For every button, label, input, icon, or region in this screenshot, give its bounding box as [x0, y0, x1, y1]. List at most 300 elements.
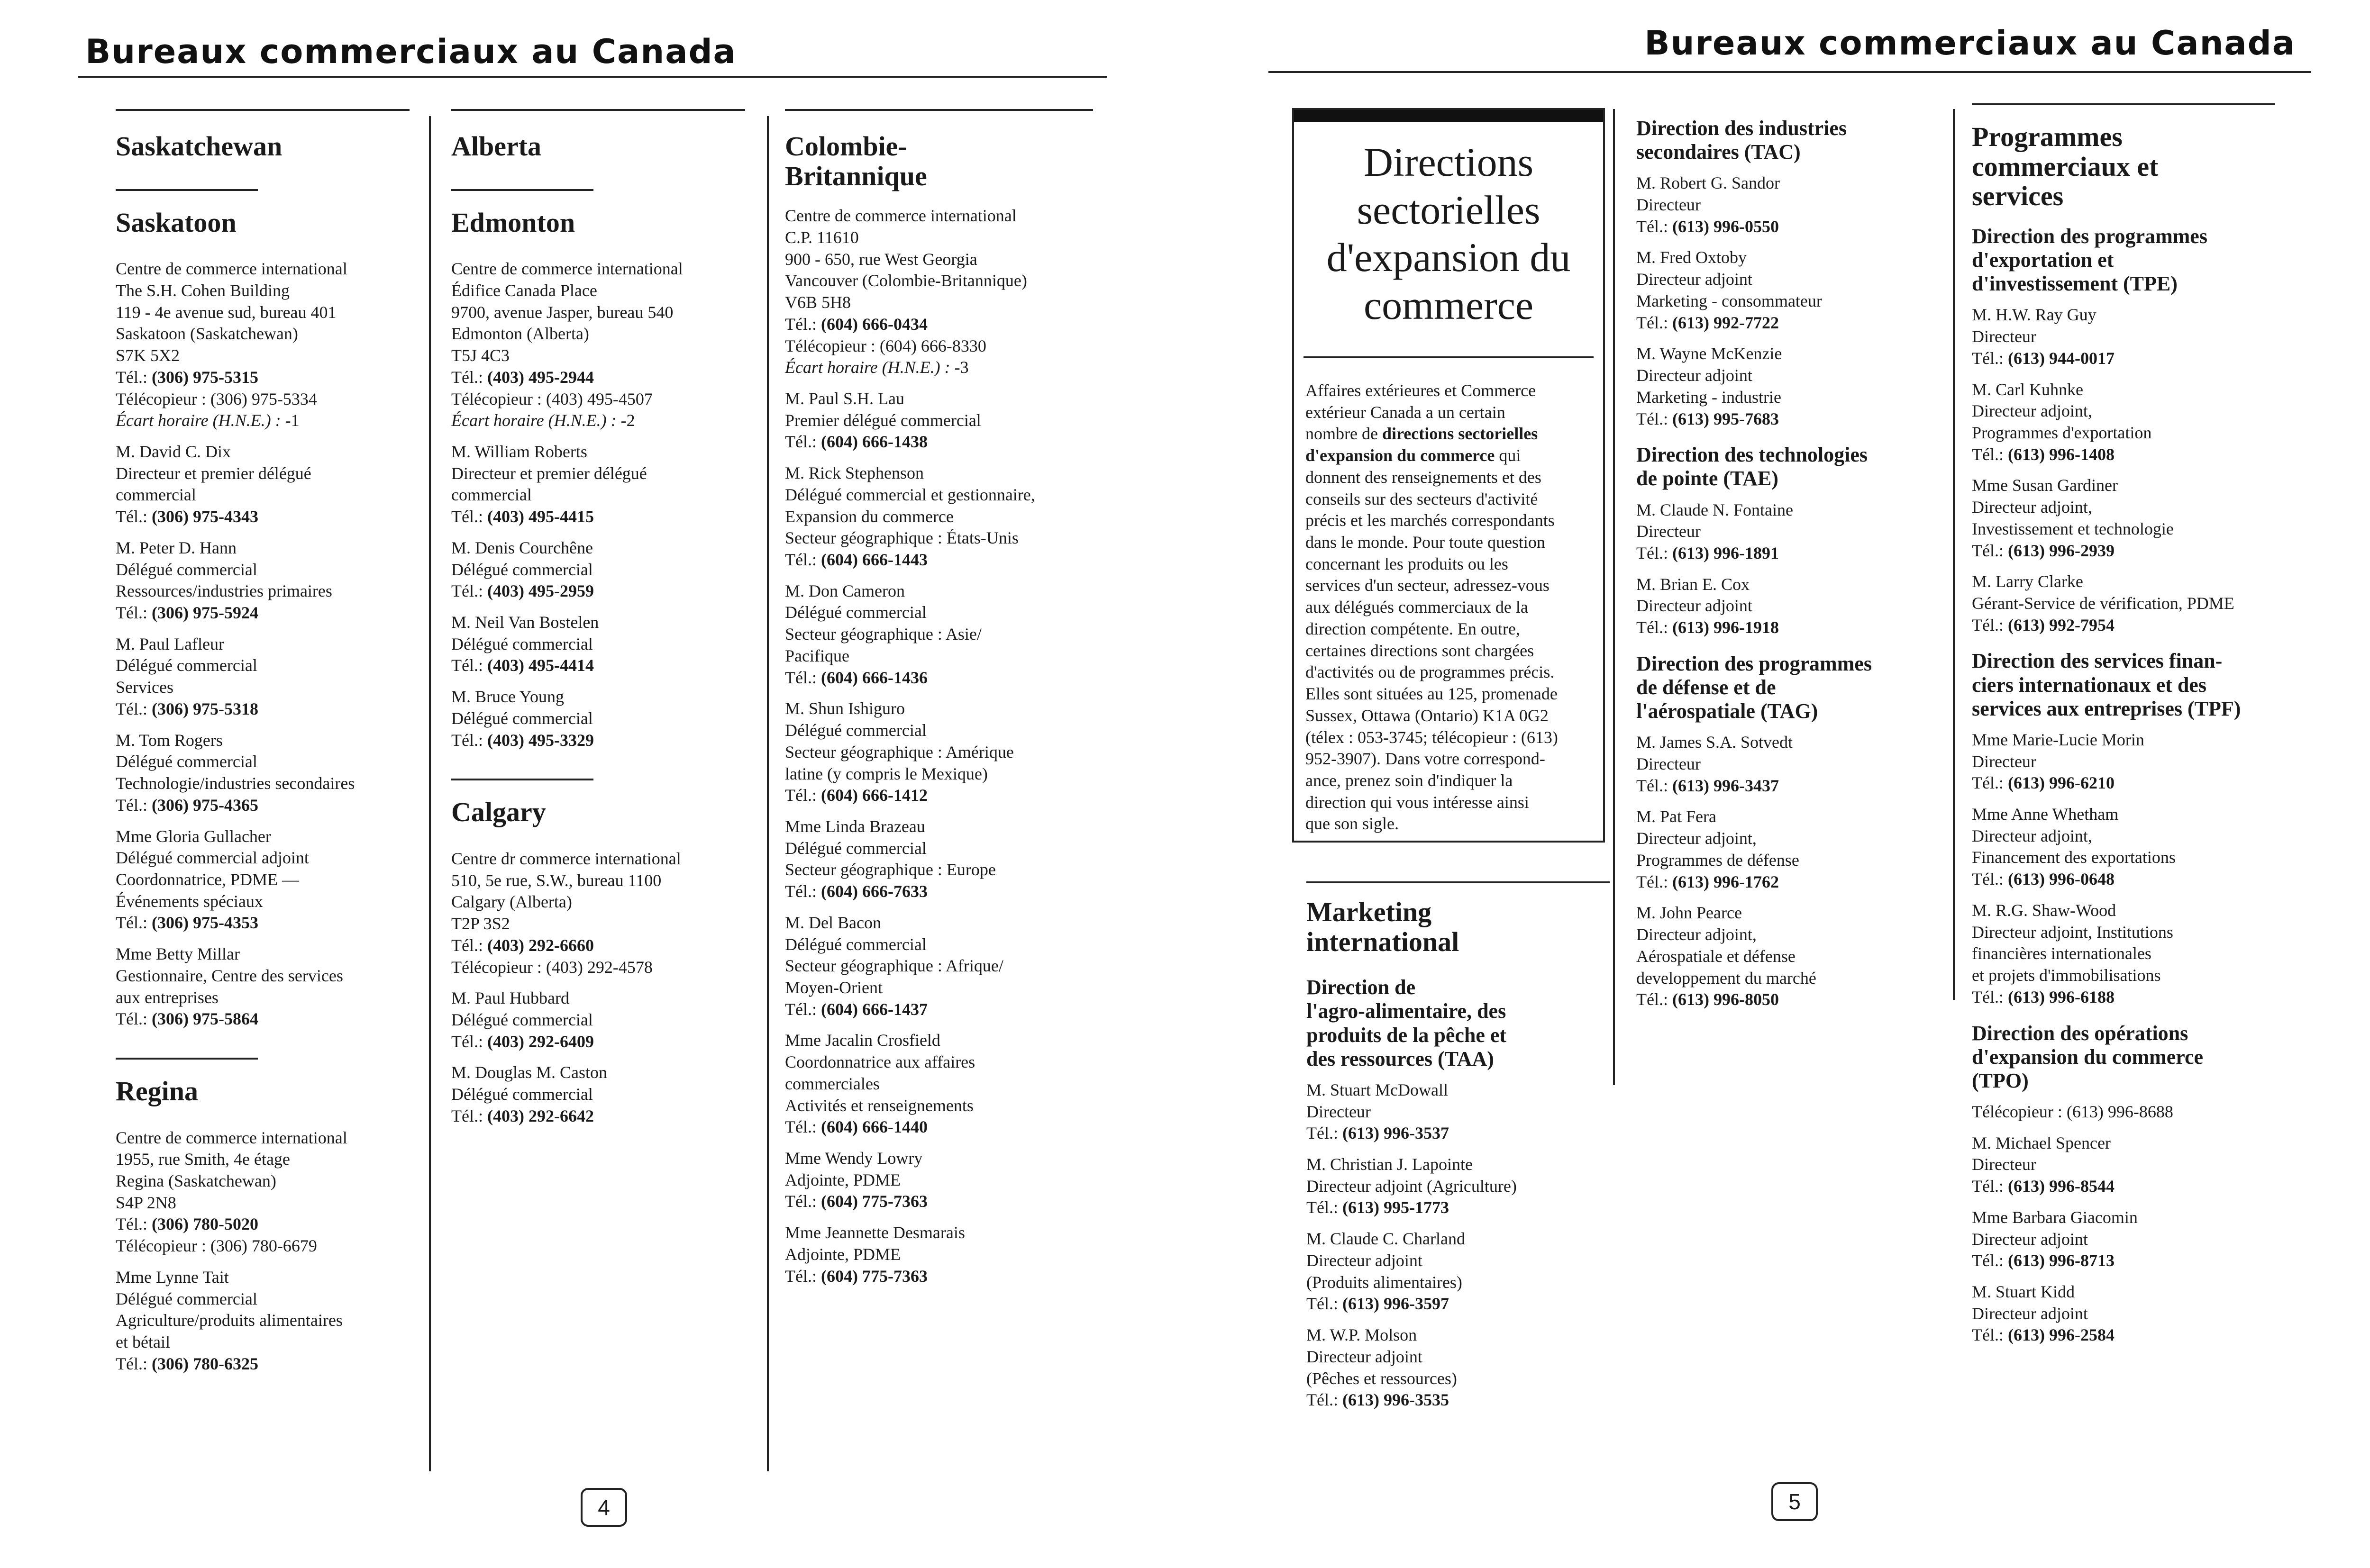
tel-number: (604) 666-1412 — [820, 786, 928, 805]
contact-entry — [1972, 804, 2275, 890]
tel-number: (613) 996-2584 — [2007, 1325, 2115, 1345]
contact-line: M. Stuart McDowall — [1306, 1080, 1448, 1099]
tel-line: Tél.: (613) 996-0648 — [1972, 870, 2115, 889]
contact-entry — [785, 1222, 1093, 1287]
direction-title — [1972, 1022, 2275, 1093]
contact-line: Marketing - consommateur — [1636, 291, 1822, 310]
tel-number: (613) 996-8544 — [2007, 1177, 2115, 1196]
tel-number: (403) 495-4415 — [487, 507, 594, 526]
contact-line: Programmes d'exportation — [1972, 423, 2152, 442]
contact-entry — [785, 698, 1093, 807]
contact-line: M. R.G. Shaw-Wood — [1972, 900, 2116, 920]
contact-line: Directeur adjoint (Agriculture) — [1306, 1176, 1517, 1196]
contact-line: Directeur — [1636, 195, 1701, 215]
contact-line: Secteur géographique : Asie/ — [785, 625, 982, 644]
province-title-line: Colombie- — [785, 131, 907, 162]
contact-entry — [1306, 1154, 1610, 1219]
contact-line: Directeur — [1636, 754, 1701, 774]
contact-entry — [1306, 1324, 1610, 1411]
text-line: Centre de commerce international — [785, 206, 1017, 226]
text-line: international — [1306, 926, 1459, 957]
contact-line: Directeur adjoint, — [1972, 826, 2092, 845]
contact-line: Directeur adjoint, — [1636, 925, 1757, 944]
direction-title — [1972, 225, 2275, 296]
tel-number: (306) 975-4343 — [151, 507, 258, 526]
column-separator — [767, 116, 769, 1471]
tel-line: Tél.: (604) 775-7363 — [785, 1192, 928, 1211]
tel-number: (306) 975-5315 — [151, 367, 258, 387]
contact-line: Directeur adjoint — [1636, 270, 1752, 289]
tel-number: (604) 775-7363 — [820, 1266, 928, 1286]
intro-box-rule — [1304, 356, 1594, 358]
contact-line: Délégué commercial — [116, 560, 257, 579]
contact-line: M. Neil Van Bostelen — [451, 613, 599, 632]
contact-line: M. Tom Rogers — [116, 730, 223, 750]
tel-line: Tél.: (613) 996-3537 — [1306, 1124, 1449, 1143]
tel-line: Tél.: (613) 996-8544 — [1972, 1177, 2115, 1196]
column-top-rule — [785, 109, 1093, 111]
text-line: 510, 5e rue, S.W., bureau 1100 — [451, 870, 662, 890]
tel-number: (613) 996-0550 — [1672, 217, 1779, 236]
box-text-line: dans le monde. Pour toute question — [1305, 533, 1545, 552]
contact-line: M. James S.A. Sotvedt — [1636, 733, 1793, 752]
tel-line: Tél.: (613) 992-7954 — [1972, 615, 2115, 634]
box-text-line: conseils sur des secteurs d'activité — [1305, 489, 1538, 508]
contact-line: latine (y compris le Mexique) — [785, 764, 988, 783]
tel-line: Tél.: (306) 780-5020 — [116, 1215, 258, 1234]
box-text-line: (télex : 053-3745; télécopieur : (613) — [1305, 727, 1558, 747]
contact-entry — [1972, 900, 2275, 1008]
contact-line: Mme Jeannette Desmarais — [785, 1223, 965, 1242]
contact-entry — [1972, 379, 2275, 466]
directions-list — [1636, 117, 1940, 1011]
contact-entry — [116, 826, 410, 934]
contact-line: (Produits alimentaires) — [1306, 1272, 1462, 1292]
contact-line: Activités et renseignements — [785, 1096, 974, 1115]
box-text-line: concernant les produits ou les — [1305, 554, 1508, 573]
box-text-line: précis et les marchés correspondants — [1305, 511, 1555, 530]
direction-title-line: Direction des industries — [1636, 117, 1847, 140]
contact-line: Directeur adjoint — [1306, 1347, 1422, 1366]
contact-line: Délégué commercial — [451, 560, 593, 579]
contact-line: Adjointe, PDME — [785, 1244, 901, 1264]
column-top-rule — [1306, 881, 1610, 883]
tel-line: Tél.: (613) 996-3535 — [1306, 1390, 1449, 1410]
text-line: Saskatoon (Saskatchewan) — [116, 324, 298, 344]
tel-number: (403) 495-4414 — [487, 656, 594, 675]
direction-title-line: ciers internationaux et des — [1972, 673, 2206, 697]
contact-line: Adjointe, PDME — [785, 1170, 901, 1189]
text-line: 900 - 650, rue West Georgia — [785, 249, 977, 269]
contact-line: Aérospatiale et défense — [1636, 946, 1796, 966]
address-lines — [116, 258, 410, 367]
time-offset: -2 — [620, 411, 635, 430]
tel-number: (613) 995-7683 — [1672, 409, 1779, 428]
contact-line: M. William Roberts — [451, 442, 587, 461]
contact-line: Coordonnatrice aux affaires — [785, 1052, 975, 1072]
tel-line: Tél.: (604) 666-1437 — [785, 999, 928, 1019]
contact-entry — [785, 388, 1093, 453]
tel-line: Tél.: (613) 996-1918 — [1636, 618, 1779, 637]
text-line: The S.H. Cohen Building — [116, 281, 290, 300]
tel-number: (613) 996-1918 — [1672, 618, 1779, 637]
contact-line: Marketing - industrie — [1636, 387, 1781, 407]
tel-number: (403) 495-2944 — [487, 367, 594, 387]
contact-line: M. David C. Dix — [116, 442, 231, 461]
fax-line: Télécopieur : (403) 495-4507 — [451, 389, 653, 408]
tel-line: Tél.: (403) 495-4414 — [451, 656, 594, 675]
contact-list — [451, 988, 745, 1127]
tel-number: (613) 992-7722 — [1672, 313, 1779, 332]
contact-entry — [451, 441, 745, 528]
direction-title-line: services aux entreprises (TPF) — [1972, 697, 2241, 720]
column-top-rule — [116, 109, 410, 111]
contact-line: Délégué commercial — [785, 838, 927, 858]
tel-line: Tél.: (613) 996-8050 — [1636, 990, 1779, 1009]
contact-entry — [1636, 902, 1940, 1011]
contact-line: Délégué commercial adjoint — [116, 848, 309, 868]
office-address — [785, 205, 1093, 379]
tel-number: (306) 975-5924 — [151, 603, 258, 623]
tel-line: Tél.: (613) 996-3597 — [1306, 1294, 1449, 1314]
contact-line: Mme Linda Brazeau — [785, 816, 925, 836]
contact-entry — [1972, 571, 2275, 636]
text-line: Centre de commerce international — [451, 259, 683, 279]
tel-line: Tél.: (613) 996-2939 — [1972, 541, 2115, 560]
tel-number: (403) 292-6660 — [487, 935, 594, 955]
contact-line: M. W.P. Molson — [1306, 1325, 1417, 1345]
contact-entry — [451, 988, 745, 1052]
contact-entry — [1972, 1133, 2275, 1197]
text-line: Édifice Canada Place — [451, 281, 597, 300]
direction-title — [1636, 443, 1940, 490]
text-line: Marketing — [1306, 897, 1432, 927]
contact-line: Moyen-Orient — [785, 978, 883, 997]
contact-list — [785, 388, 1093, 1287]
contact-entry — [116, 1267, 410, 1375]
tel-line: Tél.: (306) 780-6325 — [116, 1354, 258, 1373]
tel-number: (613) 996-3537 — [1342, 1124, 1449, 1143]
contact-line: Ressources/industries primaires — [116, 581, 332, 601]
tel-number: (604) 666-1436 — [820, 668, 928, 687]
contact-line: Mme Anne Whetham — [1972, 805, 2119, 824]
direction-title — [1972, 649, 2275, 720]
contact-line: Directeur adjoint — [1972, 1229, 2088, 1249]
contact-entry — [785, 462, 1093, 571]
contact-line: M. Claude C. Charland — [1306, 1229, 1465, 1249]
contact-line: M. H.W. Ray Guy — [1972, 305, 2097, 325]
address-lines — [451, 258, 745, 367]
contact-line: M. Don Cameron — [785, 581, 905, 600]
text-line: Centre de commerce international — [116, 1128, 347, 1147]
fax-line: Télécopieur : (403) 292-4578 — [451, 957, 653, 977]
contact-line: aux entreprises — [116, 988, 219, 1007]
contact-list — [1306, 1079, 1610, 1411]
contact-line: M. Brian E. Cox — [1636, 574, 1750, 594]
contact-line: Mme Lynne Tait — [116, 1267, 229, 1287]
header-rule-left — [78, 76, 1107, 78]
tel-line: Tél.: (613) 944-0017 — [1972, 348, 2115, 368]
intro-box-bar — [1294, 110, 1603, 122]
contact-line: Délégué commercial — [785, 603, 927, 622]
section-rule — [116, 189, 258, 191]
direction-title-line: Direction des programmes — [1972, 224, 2207, 248]
tel-number: (613) 996-3437 — [1672, 776, 1779, 795]
contact-line: M. Denis Courchêne — [451, 538, 593, 557]
contact-line: Mme Betty Millar — [116, 944, 240, 964]
text-line: T2P 3S2 — [451, 914, 510, 934]
text-line: S4P 2N8 — [116, 1193, 176, 1212]
contact-line: et projets d'immobilisations — [1972, 966, 2161, 985]
section-rule — [451, 779, 593, 780]
contact-line: Mme Wendy Lowry — [785, 1149, 923, 1168]
contact-list — [116, 1267, 410, 1375]
text-line: Calgary (Alberta) — [451, 892, 572, 912]
column-separator — [1613, 109, 1615, 1085]
time-offset-line: Écart horaire (H.N.E.) : -2 — [451, 411, 635, 430]
text-line: l'agro-alimentaire, des — [1306, 999, 1506, 1023]
contact-entry — [451, 612, 745, 677]
contact-line: Directeur adjoint — [1636, 596, 1752, 616]
text-line: Vancouver (Colombie-Britannique) — [785, 271, 1027, 290]
text-line: Centre dr commerce international — [451, 849, 681, 868]
direction-title-line: d'expansion du commerce — [1972, 1045, 2204, 1069]
tel-line: Tél.: (613) 996-6188 — [1972, 987, 2115, 1006]
contact-line: M. Shun Ishiguro — [785, 699, 905, 718]
tel-line: Tél.: (306) 975-5315 — [116, 367, 258, 387]
contact-line: M. Larry Clarke — [1972, 572, 2083, 591]
contact-line: Premier délégué commercial — [785, 410, 981, 430]
text-line: V6B 5H8 — [785, 293, 851, 312]
office-address — [451, 848, 745, 978]
tel-number: (613) 996-1891 — [1672, 543, 1779, 562]
tel-line: Tél.: (604) 666-1440 — [785, 1117, 928, 1137]
contact-line: Directeur adjoint, — [1636, 829, 1757, 848]
tel-line: Tél.: (604) 666-1412 — [785, 786, 928, 805]
text-line: sectorielles — [1357, 187, 1540, 233]
contact-line: M. Paul Lafleur — [116, 634, 224, 653]
tel-line: Tél.: (403) 292-6409 — [451, 1032, 594, 1051]
tel-number: (306) 780-6325 — [151, 1354, 258, 1373]
contact-line: Agriculture/produits alimentaires — [116, 1311, 343, 1330]
text-line: Directions — [1363, 139, 1534, 185]
direction-title — [1306, 976, 1610, 1071]
office-address — [116, 258, 410, 432]
running-head-left: Bureaux commerciaux au Canada — [85, 32, 737, 71]
text-line: 1955, rue Smith, 4e étage — [116, 1150, 290, 1169]
text-line: Direction de — [1306, 976, 1416, 999]
text-line: C.P. 11610 — [785, 227, 859, 247]
contact-entry — [1636, 343, 1940, 430]
city-title: Calgary — [451, 797, 546, 828]
contact-line: M. Del Bacon — [785, 913, 881, 932]
tel-number: (604) 666-1440 — [820, 1117, 928, 1137]
tel-number: (613) 996-0648 — [2007, 870, 2115, 889]
contact-line: Secteur géographique : Afrique/ — [785, 956, 1003, 976]
fax-line: Télécopieur : (306) 975-5334 — [116, 389, 317, 408]
contact-entry — [1636, 247, 1940, 334]
box-text-line: aux délégués commerciaux de la — [1305, 598, 1528, 617]
section-rule — [116, 1058, 258, 1060]
page-number: 4 — [581, 1488, 627, 1527]
contact-line: Mme Susan Gardiner — [1972, 476, 2118, 495]
contact-line: Directeur adjoint — [1972, 1304, 2088, 1323]
city-title: Edmonton — [451, 207, 575, 238]
contact-line: M. Robert G. Sandor — [1636, 173, 1780, 193]
contact-line: Délégué commercial et gestionnaire, — [785, 485, 1035, 504]
contact-line: Directeur adjoint — [1636, 366, 1752, 385]
tel-number: (604) 666-0434 — [820, 314, 928, 334]
contact-entry — [1972, 475, 2275, 562]
box-text-line: extérieur Canada a un certain — [1305, 402, 1505, 422]
box-text-line: Sussex, Ottawa (Ontario) K1A 0G2 — [1305, 706, 1549, 725]
contact-line: Délégué commercial — [451, 708, 593, 728]
contact-line: M. Fred Oxtoby — [1636, 248, 1747, 267]
text-line: Regina (Saskatchewan) — [116, 1171, 276, 1191]
contact-line: M. Paul S.H. Lau — [785, 389, 904, 408]
tel-line: Tél.: (306) 975-4343 — [116, 507, 258, 526]
contact-line: financières internationales — [1972, 944, 2151, 963]
box-text-line: 952-3907). Dans votre correspond- — [1305, 749, 1545, 769]
contact-entry — [1636, 574, 1940, 639]
tel-line: Tél.: (403) 292-6660 — [451, 935, 594, 955]
tel-number: (613) 996-3597 — [1342, 1294, 1449, 1314]
province-title-line: Britannique — [785, 160, 927, 191]
tel-number: (306) 975-4353 — [151, 913, 258, 933]
text-line: 119 - 4e avenue sud, bureau 401 — [116, 302, 337, 322]
contact-entry — [116, 441, 410, 528]
tel-line: Tél.: (613) 995-7683 — [1636, 409, 1779, 428]
box-text-line: nombre de directions sectorielles — [1305, 424, 1538, 444]
contact-line: Directeur adjoint, — [1972, 401, 2092, 421]
direction-title-line: secondaires (TAC) — [1636, 140, 1801, 164]
contact-line: Gérant-Service de vérification, PDME — [1972, 593, 2234, 613]
contact-line: Secteur géographique : Amérique — [785, 742, 1014, 761]
page-number: 5 — [1771, 1482, 1818, 1521]
tel-line: Tél.: (306) 975-5864 — [116, 1009, 258, 1029]
column-separator — [1953, 109, 1955, 1000]
contact-line: Directeur adjoint, — [1972, 498, 2092, 517]
contact-line: M. Peter D. Hann — [116, 538, 237, 557]
tel-number: (604) 666-1437 — [820, 999, 928, 1019]
column-directions — [1636, 103, 1940, 1020]
text-line: commerce — [1363, 282, 1534, 328]
contact-line: Secteur géographique : Europe — [785, 860, 996, 879]
contact-line: Investissement et technologie — [1972, 519, 2174, 538]
contact-line: Expansion du commerce — [785, 507, 954, 526]
box-text-line: certaines directions sont chargées — [1305, 641, 1534, 660]
contact-entry — [785, 912, 1093, 1021]
contact-line: M. Rick Stephenson — [785, 463, 924, 483]
contact-line: Programmes de défense — [1636, 850, 1799, 870]
tel-line: Tél.: (613) 996-3437 — [1636, 776, 1779, 795]
tel-number: (306) 975-5318 — [151, 699, 258, 718]
direction-title — [1636, 117, 1940, 164]
tel-number: (403) 292-6409 — [487, 1032, 594, 1051]
tel-number: (613) 996-8050 — [1672, 990, 1779, 1009]
contact-entry — [116, 943, 410, 1030]
contact-line: Coordonnatrice, PDME — — [116, 870, 299, 889]
contact-entry — [1636, 499, 1940, 564]
contact-line: Délégué commercial — [451, 634, 593, 653]
tel-number: (604) 666-1443 — [820, 550, 928, 570]
tel-number: (604) 775-7363 — [820, 1192, 928, 1211]
city-title: Saskatoon — [116, 207, 237, 238]
contact-line: M. Stuart Kidd — [1972, 1282, 2075, 1301]
address-lines — [116, 1127, 410, 1214]
contact-line: commercial — [116, 485, 196, 505]
contact-line: Mme Marie-Lucie Morin — [1972, 730, 2144, 749]
header-rule-right — [1268, 71, 2311, 73]
contact-line: Services — [116, 678, 173, 697]
contact-line: M. Michael Spencer — [1972, 1133, 2111, 1152]
direction-title-line: Direction des technologies — [1636, 443, 1868, 467]
tel-line: Tél.: (403) 495-4415 — [451, 507, 594, 526]
bold-fragment: d'expansion du commerce — [1305, 446, 1495, 465]
tel-line: Tél.: (403) 292-6642 — [451, 1106, 594, 1125]
text-line: d'expansion du — [1326, 235, 1571, 281]
contact-line: commerciales — [785, 1074, 880, 1093]
tel-line: Tél.: (613) 995-1773 — [1306, 1198, 1449, 1217]
intro-box — [1292, 108, 1605, 843]
section-title — [1306, 897, 1610, 957]
text-line: 9700, avenue Jasper, bureau 540 — [451, 302, 674, 322]
contact-line: Directeur — [1972, 327, 2036, 346]
contact-entry — [1636, 806, 1940, 893]
tel-line: Tél.: (604) 666-1438 — [785, 432, 928, 452]
tel-line: Tél.: (613) 996-2584 — [1972, 1325, 2115, 1345]
contact-line: M. Douglas M. Caston — [451, 1063, 608, 1082]
text-line: produits de la pêche et — [1306, 1023, 1507, 1047]
contact-entry — [1972, 1281, 2275, 1346]
direction-title-line: d'investissement (TPE) — [1972, 272, 2178, 296]
office-address — [116, 1127, 410, 1257]
tel-line: Tél.: (613) 996-0550 — [1636, 217, 1779, 236]
text-line: Programmes — [1972, 121, 2123, 152]
contact-entry — [116, 730, 410, 816]
contact-line: Financement des exportations — [1972, 848, 2176, 867]
contact-entry — [1972, 729, 2275, 794]
contact-list — [451, 441, 745, 751]
text-line: Centre de commerce international — [116, 259, 347, 279]
tel-number: (306) 975-4365 — [151, 795, 258, 815]
section-rule — [451, 189, 593, 191]
contact-entry — [451, 1062, 745, 1127]
contact-entry — [1306, 1079, 1610, 1144]
tel-number: (613) 996-2939 — [2007, 541, 2115, 560]
tel-line: Tél.: (604) 666-1443 — [785, 550, 928, 570]
contact-line: Directeur — [1972, 752, 2036, 771]
tel-line: Tél.: (403) 495-2959 — [451, 581, 594, 601]
contact-line: Directeur — [1636, 522, 1701, 541]
tel-line: Tél.: (604) 666-1436 — [785, 668, 928, 687]
direction-title-line: Direction des programmes — [1636, 652, 1872, 675]
tel-line: Tél.: (613) 996-1891 — [1636, 543, 1779, 562]
time-offset-line: Écart horaire (H.N.E.) : -3 — [785, 358, 969, 377]
contact-entry — [451, 686, 745, 751]
box-text-line: Elles sont situées au 125, promenade — [1305, 684, 1558, 704]
box-text-line: ance, prenez soin d'indiquer la — [1305, 770, 1513, 790]
column-top-rule — [451, 109, 745, 111]
box-text-line: que son sigle. — [1305, 814, 1399, 834]
contact-line: Délégué commercial — [116, 1289, 257, 1308]
column-colombie-britannique — [785, 109, 1093, 1296]
fax-line: Télécopieur : (604) 666-8330 — [785, 336, 986, 355]
tel-line: Tél.: (403) 495-3329 — [451, 730, 594, 750]
tel-number: (403) 495-3329 — [487, 730, 594, 750]
contact-line: Mme Jacalin Crosfield — [785, 1031, 940, 1050]
tel-number: (613) 995-1773 — [1342, 1198, 1449, 1217]
